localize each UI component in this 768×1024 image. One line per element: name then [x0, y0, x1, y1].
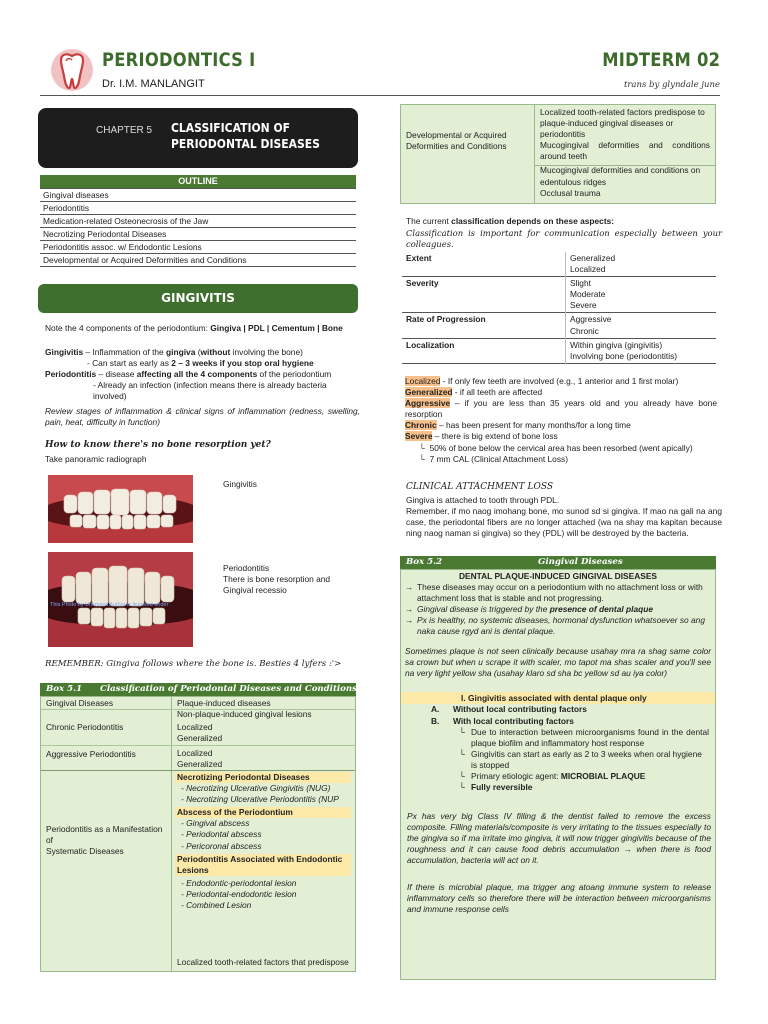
periodontitis-sub: - Already an infection (infection means there is already bacteria involved): [93, 380, 327, 402]
def-text: – disease: [96, 369, 137, 380]
cal-body: [406, 495, 722, 539]
transcriber: trans by glyndale june: [623, 80, 720, 90]
cell-line: edentulous ridges: [540, 176, 607, 187]
arrow-bold: presence of dental plaque: [549, 604, 654, 615]
corner-arrow-icon: └: [419, 442, 430, 453]
def-localized: [405, 376, 717, 387]
cell-line: periodontitis: [540, 129, 586, 140]
cell-line: Mucogingival deformities and conditions: [540, 140, 710, 151]
def-term: Chronic: [405, 420, 437, 431]
cell-line: Mucogingival deformities and conditions on: [540, 165, 701, 176]
necro-heading: Necrotizing Periodontal Diseases: [175, 772, 351, 783]
components-list: Gingiva | PDL | Cementum | Bone: [210, 323, 343, 333]
def-text: - Can start as early as: [87, 358, 172, 369]
outline-item: Periodontitis: [40, 202, 356, 215]
periodontitis-term: Periodontitis: [45, 369, 97, 380]
endo-heading: [175, 854, 351, 876]
outline-box: [40, 175, 356, 267]
table-row: [402, 252, 716, 277]
box52-arrow-item: [405, 582, 711, 604]
def-generalized: [405, 387, 717, 398]
box52-arrow-item: [405, 615, 711, 637]
table-row: [402, 313, 716, 338]
cell-line: Localized tooth-related factors predispose to: [540, 107, 705, 117]
chapter-label: CHAPTER 5: [96, 125, 153, 136]
row-label: Severity: [406, 278, 439, 289]
review-note: Review stages of inflammation & clinical signs of inflammation (redness, swelling, pain, heat, difficulty in function): [45, 406, 360, 428]
abscess-heading: Abscess of the Periodontium: [175, 807, 351, 818]
doc-title: PERIODONTICS I: [102, 49, 256, 71]
outline-item: Necrotizing Periodontal Diseases: [40, 228, 356, 241]
question: How to know there's no bone resorption yet?: [45, 440, 271, 450]
def-text: – if you are less than 35 years old and you already have bone resorption: [405, 398, 717, 420]
sub-text: 50% of bone below the cervical area has been resorbed (went apically): [429, 442, 693, 453]
row-label: Localization: [406, 339, 455, 350]
chapter-title-line1: CLASSIFICATION OF: [171, 121, 291, 135]
cell-line: Severe: [570, 300, 597, 311]
box52-subtitle: DENTAL PLAQUE-INDUCED GINGIVAL DISEASES: [458, 571, 658, 581]
cell-line: Localized: [570, 264, 606, 275]
box52-number: Box 5.2: [406, 557, 443, 567]
box52-item-A: A. Without local contributing factors: [431, 704, 587, 714]
cell-line: Moderate: [570, 289, 606, 300]
def-aggressive: [405, 398, 717, 420]
cell-line: Chronic: [570, 325, 599, 336]
box52-title: Gingival Diseases: [538, 557, 623, 567]
sub-text: Gingivitis can start as early as 2 to 3 weeks when oral hygiene is stopped: [471, 749, 702, 771]
outline-item: Periodontitis assoc. w/ Endodontic Lesions: [40, 241, 356, 254]
outline-item: Developmental or Acquired Deformities and Conditions: [40, 254, 356, 267]
gingivitis-def: [45, 347, 360, 402]
tooth-logo-icon: [50, 46, 94, 94]
sub-item: [459, 727, 709, 749]
abscess-item: - Periodontal abscess: [181, 829, 262, 840]
caption-line: Periodontitis: [223, 563, 270, 573]
cell-line: Systematic Diseases: [46, 846, 124, 857]
table-row: [402, 338, 716, 363]
sub-item: [459, 782, 709, 793]
cell-line: Generalized: [570, 253, 616, 263]
intro-bold: classification depends on these aspects:: [451, 216, 615, 226]
caption-line: Gingival recessio: [223, 585, 287, 596]
box-5-1-continued: [400, 104, 716, 204]
def-term: Generalized: [405, 387, 453, 398]
corner-arrow-icon: └: [459, 782, 465, 793]
teeth-image-icon: [48, 552, 193, 647]
outline-item: Gingival diseases: [40, 189, 356, 202]
box51-r1-left: Gingival Diseases: [46, 698, 114, 708]
row-values: [566, 313, 717, 338]
row-label: Rate of Progression: [406, 314, 486, 325]
chapter-title-line2: PERIODONTAL DISEASES: [171, 136, 320, 151]
cell-line: around teeth: [540, 151, 588, 162]
box52-para: Sometimes plaque is not seen clinically because usahay mra ra shag same color sa crown but when u scrape it with scaler, mo tapot ma shas scaler and you'll see na very light yellow sha (usahay klaro sd sha bc yellow sd au iya color): [405, 645, 711, 678]
cell-line: Periodontitis as a Manifestation: [46, 824, 163, 834]
box52-sublist: [459, 727, 709, 794]
chapter-banner: [38, 108, 358, 168]
exam-label: MIDTERM 02: [601, 49, 720, 71]
periodontitis-caption: [223, 563, 330, 596]
components-prefix: Note the 4 components of the periodontium:: [45, 323, 211, 333]
box51c-left: [406, 130, 507, 152]
box51-r3-left: Aggressive Periodontitis: [46, 749, 136, 759]
cell-line: plaque-induced gingival diseases or: [540, 118, 674, 129]
endo-item: - Combined Lesion: [181, 900, 252, 911]
gingivitis-photo: [48, 475, 193, 543]
components-line: [45, 323, 360, 334]
cell-line: Deformities and Conditions: [406, 141, 507, 152]
def-bold: gingiva: [166, 347, 196, 357]
necro-item: - Necrotizing Ulcerative Gingivitis (NUG): [181, 783, 331, 794]
def-term: Aggressive: [405, 398, 451, 409]
box-5-1: [40, 683, 356, 696]
arrow-right-icon: →: [405, 582, 414, 593]
def-text: of the periodontium: [257, 369, 332, 380]
abscess-item: - Pericoronal abscess: [181, 840, 262, 851]
sub-item: [459, 771, 709, 782]
photo-credit[interactable]: This Photo by Unknown Author is licensed under: [50, 602, 169, 608]
header-rule: [40, 95, 720, 96]
sub-bold: MICROBIAL PLAQUE: [560, 771, 646, 782]
corner-arrow-icon: └: [459, 727, 465, 737]
cell-line: Generalized: [177, 759, 223, 770]
box51-bottom: Localized tooth-related factors that predispose: [177, 957, 349, 967]
gingivitis-caption: Gingivitis: [223, 479, 257, 489]
def-bold: without: [200, 347, 231, 357]
cell-line: Localized: [177, 722, 213, 732]
box51-r3-right: [177, 748, 222, 770]
caption-line: There is bone resorption and: [223, 574, 331, 585]
corner-arrow-icon: └: [459, 749, 465, 760]
outline-item: Medication-related Osteonecrosis of the Jaw: [40, 215, 356, 228]
box52-para: If there is microbial plaque, ma trigger ang atoang immune system to release inflammatory cells so therefore there will be interaction between microorganisms and immune response cells: [407, 882, 711, 915]
def-term: Severe: [405, 431, 433, 442]
sub-text: Due to interaction between microorganisms found in the dental plaque biofilm and inflammatory host response: [471, 727, 709, 749]
answer: Take panoramic radiograph: [45, 454, 147, 464]
gingivitis-heading: GINGIVITIS: [38, 284, 358, 313]
periodontitis-def: [45, 369, 360, 380]
def-bold: affecting all the 4 components: [136, 369, 258, 380]
def-text: – Inflammation of the: [83, 347, 167, 357]
arrow-text: Gingival disease is triggered by the: [417, 604, 550, 615]
box51-r2-left: Chronic Periodontitis: [46, 722, 124, 732]
endo-heading-line: Periodontitis Associated with Endodontic: [177, 853, 343, 864]
row-divider: [41, 745, 355, 746]
def-text: – has been present for many months/for a long time: [436, 420, 631, 431]
def-chronic: [405, 420, 717, 431]
arrow-text: Px is healthy, no systemic diseases, hormonal dysfunction whatsoever so ang naka cause rgyd ani is dental plaque.: [417, 615, 705, 637]
box52-item-B: B. With local contributing factors: [431, 716, 574, 726]
col-divider: [534, 105, 535, 203]
sub-item: [459, 749, 709, 771]
outline-list: [40, 188, 356, 267]
cell-line: Localized: [177, 748, 213, 758]
def-text: (: [195, 347, 201, 357]
cell-line: Developmental or Acquired: [406, 130, 507, 140]
endo-item: - Endodontic-periodontal lesion: [181, 877, 297, 888]
corner-arrow-icon: └: [459, 771, 465, 782]
box51-r2-right: [177, 722, 222, 744]
box51-r1-right: [177, 698, 312, 720]
corner-arrow-icon: └: [419, 453, 430, 464]
box52-arrow-item: [405, 604, 711, 615]
cell-line: Plaque-induced diseases: [177, 698, 271, 708]
arrow-right-icon: →: [405, 615, 414, 626]
definitions: [405, 376, 717, 465]
periodontitis-photo: [48, 552, 193, 647]
box-5-2-body: [400, 569, 716, 980]
cell-line: Aggressive: [570, 314, 612, 325]
def-sub: [405, 454, 717, 465]
endo-heading-line: Lesions: [177, 864, 209, 875]
box52-content: [405, 571, 711, 679]
def-text: - if all teeth are affected: [452, 387, 543, 398]
author-name: Dr. I.M. MANLANGIT: [102, 78, 205, 90]
def-severe: [405, 431, 717, 442]
cal-p1: Gingiva is attached to tooth through PDL.: [406, 495, 560, 505]
intro-text: The current: [406, 216, 452, 226]
box51c-right: [540, 107, 710, 199]
gingivitis-term: Gingivitis: [45, 347, 84, 357]
cell-line: Within gingiva (gingivitis): [570, 339, 663, 350]
cell-line: Involving bone (periodontitis): [570, 350, 678, 361]
table-row: [402, 277, 716, 313]
box51-r4-left: [46, 824, 162, 857]
chapter-title: [171, 121, 320, 152]
cell-line: Slight: [570, 278, 591, 289]
cal-heading: CLINICAL ATTACHMENT LOSS: [406, 482, 554, 492]
cell-line: Generalized: [177, 733, 223, 744]
abscess-item: - Gingival abscess: [181, 818, 250, 829]
arrow-right-icon: →: [405, 604, 414, 615]
gingivitis-sub: [45, 358, 360, 369]
def-text: - If only few teeth are involved (e.g., 1 anterior and 1 first molar): [440, 376, 679, 386]
necro-item: - Necrotizing Ulcerative Periodontitis (NUP: [181, 794, 339, 805]
sub-text: 7 mm CAL (Clinical Attachment Loss): [429, 453, 568, 464]
def-bold: 2 – 3 weeks if you stop oral hygiene: [171, 358, 314, 369]
box52-para: Px has very big Class IV filling & the dentist failed to remove the excess composite. Filling materials/composite is very irritating to the tissues especially to the gingiva so if ma irritate imo gingiva, it will now trigger gingivitis because of the roughness and it can cause food debris accumulation → when there is food accumulation, bacteria will act on it.: [407, 811, 711, 866]
outline-heading: OUTLINE: [40, 175, 356, 188]
classification-table: [402, 252, 716, 364]
item-text: With local contributing factors: [453, 716, 574, 726]
sub-bold: Fully reversible: [471, 782, 533, 793]
def-term: Localized: [405, 376, 441, 386]
box52-item-I: I. Gingivitis associated with dental plaque only: [401, 692, 715, 704]
def-text: involving the bone): [230, 347, 303, 357]
classification-note: Classification is important for communication especially between your colleagues.: [406, 228, 722, 249]
arrow-text: These diseases may occur on a periodontium with no attachment loss or with attachment loss that is stable and not progressing.: [417, 582, 703, 604]
cell-line: Occlusal trauma: [540, 187, 601, 198]
col-divider: [171, 697, 172, 971]
box51-r4-right: [175, 772, 351, 911]
endo-item: - Periodontal-endodontic lesion: [181, 888, 297, 899]
cell-line: of: [46, 835, 53, 846]
row-values: [566, 252, 717, 277]
teeth-image-icon: [48, 475, 193, 543]
row-values: [566, 338, 717, 363]
row-label: Extent: [406, 253, 432, 263]
box-5-1-heading: Box 5.1 Classification of Periodontal Diseases and Conditions: [40, 683, 356, 696]
item-text: Without local contributing factors: [453, 704, 587, 714]
cell-line: Non-plaque-induced gingival lesions: [177, 709, 312, 720]
classification-intro: [406, 216, 614, 227]
remember-note: REMEMBER: Gingiva follows where the bone is. Besties 4 lyfers :'>: [45, 659, 342, 669]
box-5-2-heading: [400, 556, 716, 569]
def-sub: [405, 443, 717, 454]
sub-text: Primary etiologic agent:: [471, 771, 561, 782]
row-values: [566, 277, 717, 313]
cal-p2: Remember, if mo naog imohang bone, mo sunod sd si gingiva. If mao na gali na ang case, the periodontal fibers are no longer attached (wa na shay ma kapitan because ning naog naman si gingiva) so they (PDL) will be destroyed by the bacteria.: [406, 506, 722, 539]
box-5-1-body: [40, 696, 356, 972]
def-text: – there is big extend of bone loss: [432, 431, 558, 442]
